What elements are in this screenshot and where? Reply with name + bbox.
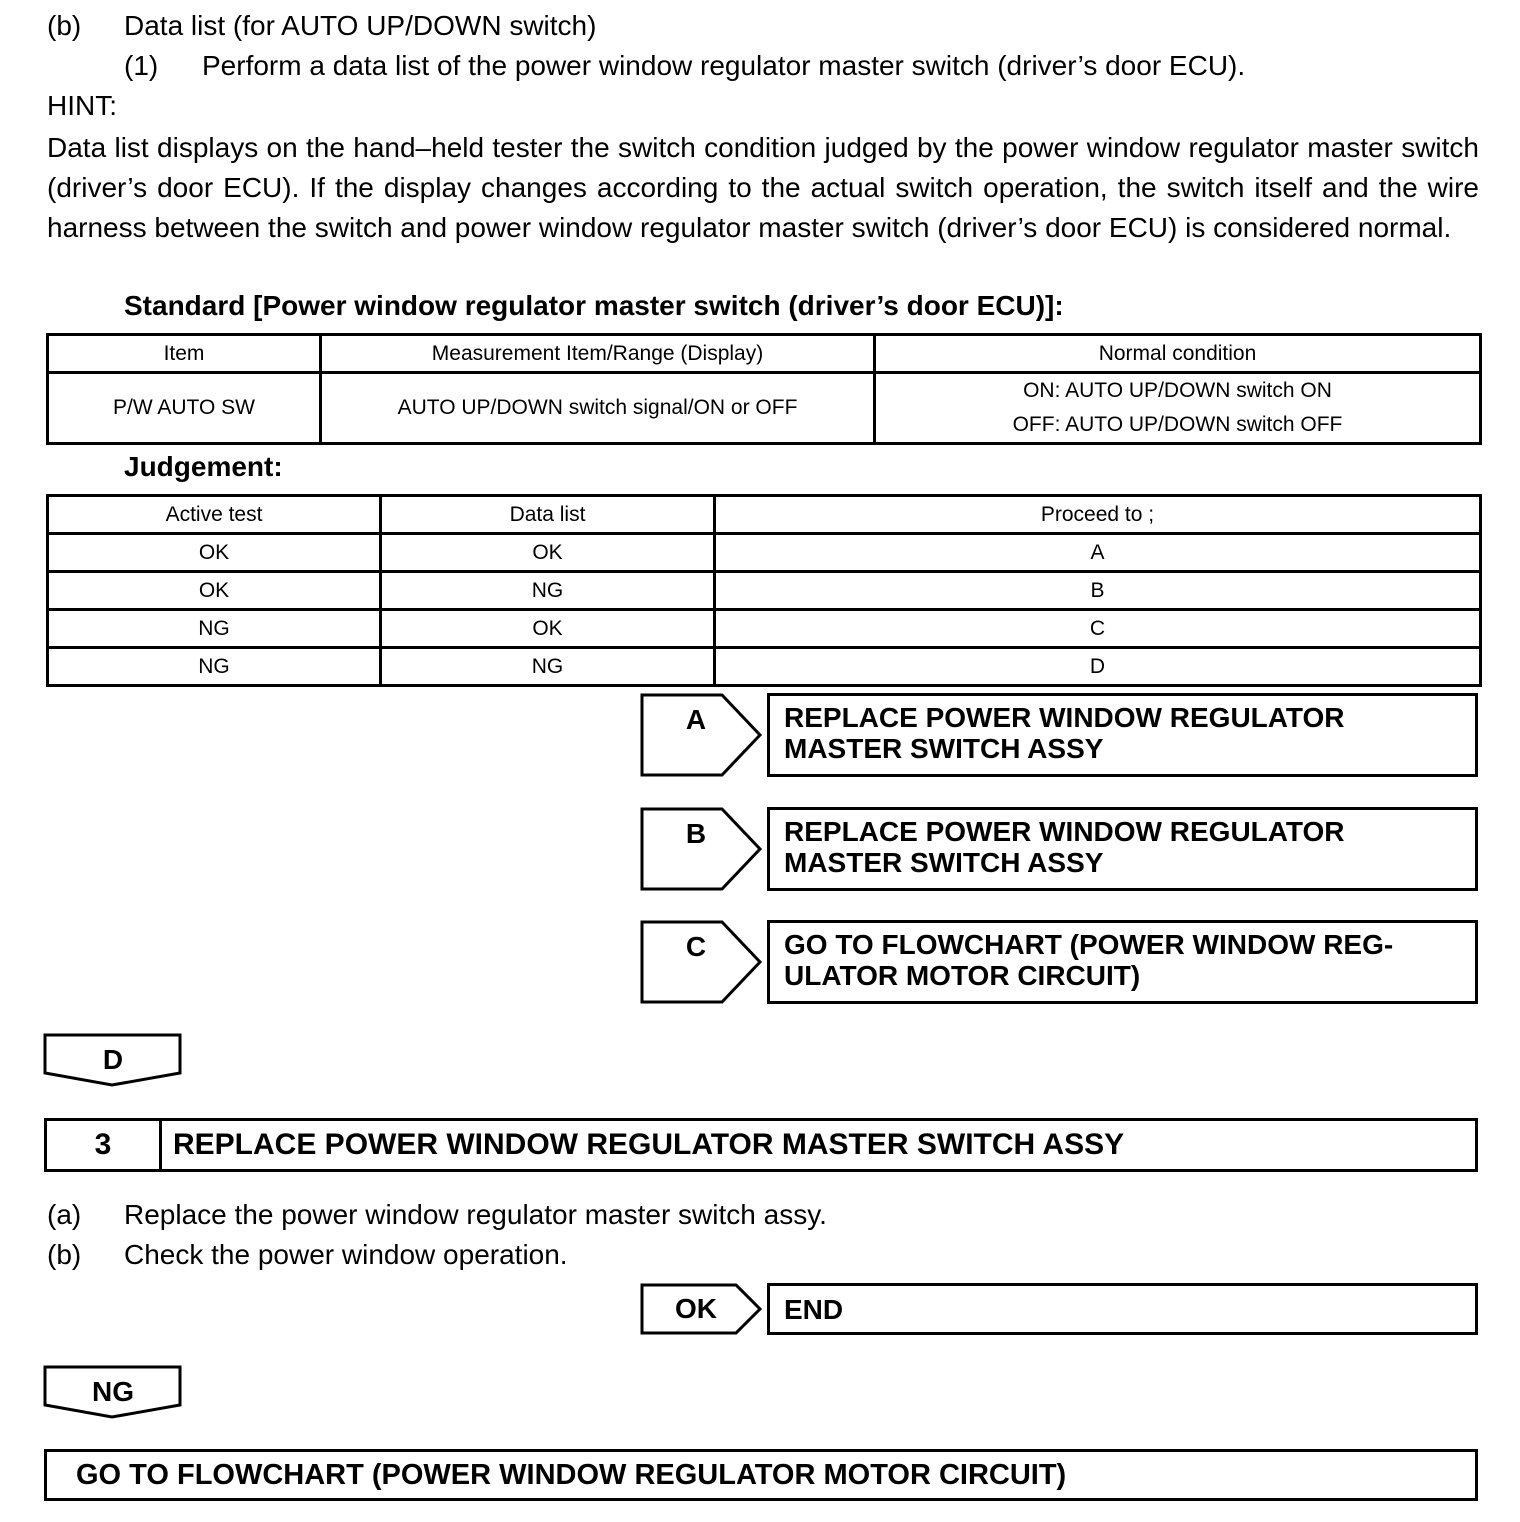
standard-measurement-cell: AUTO UP/DOWN switch signal/ON or OFF: [321, 373, 875, 444]
step-b-label: (b): [47, 10, 82, 41]
d-arrow-label: D: [102, 1044, 124, 1075]
step3-a-label: (a): [47, 1199, 82, 1230]
judgement-table: [46, 494, 1482, 687]
step3-b-text: Check the power window operation.: [124, 1239, 568, 1270]
standard-title: Standard [Power window regulator master switch (driver’s door ECU)]:: [124, 290, 1064, 321]
hint-text: Data list displays on the hand–held tester the switch condition judged by the power window regulator master switch (driver’s door ECU). If the display changes according to the actual switch operation, the switch itself and the wire harness between the switch and power window regulator master switch (driver’s door ECU) is considered normal.: [47, 132, 1479, 243]
ok-label: OK: [675, 1293, 717, 1324]
step-b1-text: Perform a data list of the power window regulator master switch (driver’s door ECU).: [202, 50, 1246, 81]
table-row: [48, 648, 1481, 686]
table-row: [48, 610, 1481, 648]
result-c-line2: ULATOR MOTOR CIRCUIT): [784, 960, 1141, 991]
result-c-line1: GO TO FLOWCHART (POWER WINDOW REG-: [784, 929, 1394, 960]
proceed-cell: A: [715, 534, 1481, 572]
standard-header-normal: Normal condition: [875, 335, 1481, 373]
active-test-cell: NG: [48, 610, 381, 648]
judgement-header-row: [48, 496, 1481, 534]
standard-header-measurement: Measurement Item/Range (Display): [321, 335, 875, 373]
proceed-cell: B: [715, 572, 1481, 610]
active-test-cell: NG: [48, 648, 381, 686]
final-box: [44, 1449, 1478, 1501]
normal-on-text: ON: AUTO UP/DOWN switch ON: [1023, 379, 1332, 402]
judgement-header-proceed: Proceed to ;: [715, 496, 1481, 534]
judgement-header-active: Active test: [48, 496, 381, 534]
step-b-text: Data list (for AUTO UP/DOWN switch): [124, 10, 597, 41]
result-a-label: A: [685, 704, 707, 735]
data-list-cell: NG: [381, 572, 715, 610]
result-a-box: [767, 693, 1478, 777]
judgement-title: Judgement:: [124, 451, 283, 482]
step-b1-label: (1): [124, 50, 159, 81]
step3-title: REPLACE POWER WINDOW REGULATOR MASTER SWITCH ASSY: [173, 1128, 1125, 1161]
step3-header: [44, 1118, 1478, 1172]
step3-b-label: (b): [47, 1239, 82, 1270]
standard-item-cell: P/W AUTO SW: [48, 373, 321, 444]
data-list-cell: OK: [381, 534, 715, 572]
result-b-line1: REPLACE POWER WINDOW REGULATOR: [784, 816, 1345, 847]
ok-result-box: [767, 1283, 1478, 1335]
data-list-cell: OK: [381, 610, 715, 648]
result-a-line1: REPLACE POWER WINDOW REGULATOR: [784, 702, 1345, 733]
standard-row: [48, 373, 1481, 444]
result-c-label: C: [685, 931, 707, 962]
table-row: [48, 572, 1481, 610]
step3-number: 3: [47, 1121, 162, 1169]
standard-header-item: Item: [48, 335, 321, 373]
normal-off-text: OFF: AUTO UP/DOWN switch OFF: [1012, 413, 1343, 436]
hint-title: HINT:: [47, 90, 117, 121]
data-list-cell: NG: [381, 648, 715, 686]
standard-header-row: [48, 335, 1481, 373]
result-a-line2: MASTER SWITCH ASSY: [784, 733, 1104, 764]
final-text: GO TO FLOWCHART (POWER WINDOW REGULATOR MOTOR CIRCUIT): [76, 1459, 1067, 1491]
ng-arrow-label: NG: [92, 1376, 134, 1407]
active-test-cell: OK: [48, 534, 381, 572]
table-row: [48, 534, 1481, 572]
result-b-box: [767, 807, 1478, 891]
standard-table: [46, 333, 1482, 445]
result-b-label: B: [685, 818, 707, 849]
judgement-header-datalist: Data list: [381, 496, 715, 534]
standard-normal-cell: [875, 373, 1481, 444]
proceed-cell: D: [715, 648, 1481, 686]
result-b-line2: MASTER SWITCH ASSY: [784, 847, 1104, 878]
proceed-cell: C: [715, 610, 1481, 648]
active-test-cell: OK: [48, 572, 381, 610]
step3-a-text: Replace the power window regulator master switch assy.: [124, 1199, 827, 1230]
ok-result-text: END: [784, 1294, 844, 1325]
result-c-box: [767, 920, 1478, 1004]
